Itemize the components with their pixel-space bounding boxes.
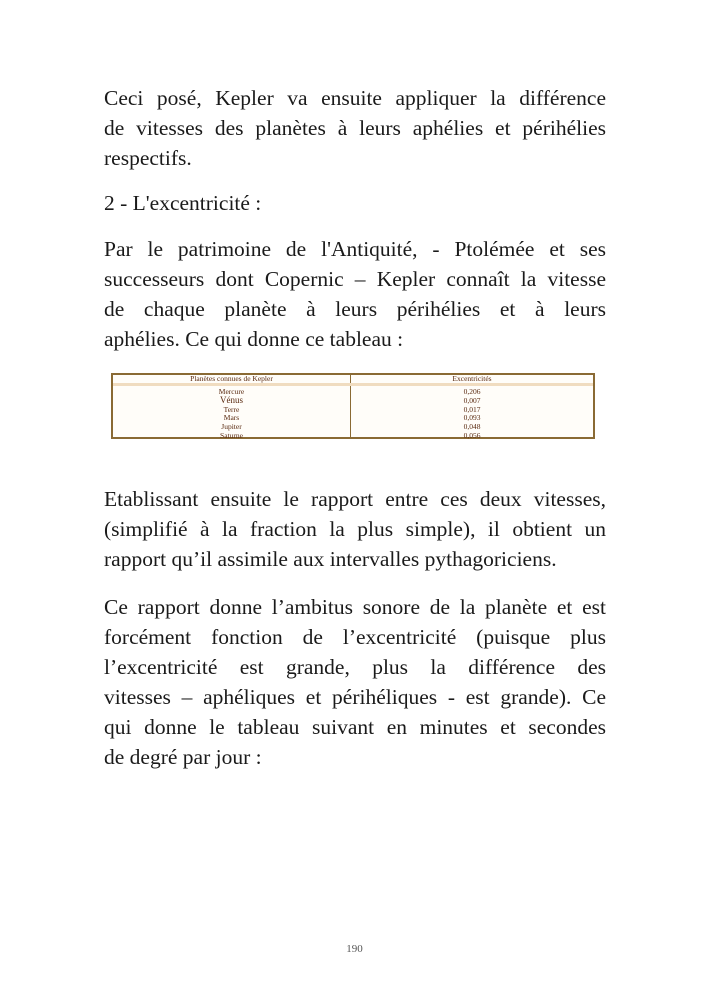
text-line: aphélies. Ce qui donne ce tableau : (104, 327, 404, 351)
eccentricity-value: 0,093 (463, 413, 481, 423)
eccentricity-column (351, 386, 593, 440)
text-line: successeurs dont Copernic – Kepler connaît la vitesse (104, 267, 606, 291)
heading-text: 2 - L'excentricité : (104, 191, 262, 215)
eccentricity-table (111, 373, 595, 439)
text-line: de chaque planète à leurs périhélies et à leurs (104, 297, 606, 321)
text-line: Ceci posé, Kepler va ensuite appliquer la différence (104, 86, 606, 110)
text-line: Etablissant ensuite le rapport entre ces deux vitesses, (104, 487, 606, 511)
eccentricity-value: 0,007 (463, 395, 481, 405)
text-line: Ce rapport donne l’ambitus sonore de la planète et est (104, 595, 606, 619)
planet-name: Saturne (220, 430, 243, 440)
text-line: de vitesses des planètes à leurs aphélies et périhélies (104, 116, 606, 140)
paragraph-3 (104, 484, 606, 574)
planet-name: Vénus (220, 394, 243, 405)
text-line: forcément fonction de l’excentricité (puisque plus (104, 625, 606, 649)
text-line: vitesses – aphéliques et périhéliques - est grande). Ce (104, 685, 606, 709)
table-body (113, 386, 593, 440)
text-line: l’excentricité est grande, plus la différence des (104, 655, 606, 679)
planet-name: Mercure (218, 387, 245, 396)
eccentricity-value: 0,048 (463, 422, 481, 432)
eccentricity-value: 0,017 (463, 404, 481, 414)
text-line: de degré par jour : (104, 745, 262, 769)
planet-name: Mars (223, 413, 240, 423)
section-heading (104, 188, 606, 218)
paragraph-1 (104, 83, 606, 173)
text-line: qui donne le tableau suivant en minutes et secondes (104, 715, 606, 739)
planet-column (113, 386, 351, 440)
paragraph-4 (104, 592, 606, 772)
planet-name: Terre (223, 404, 240, 414)
eccentricity-value: 0,206 (463, 387, 481, 396)
page-number: 190 (346, 943, 363, 955)
header-planets: Planètes connues de Kepler (113, 375, 351, 383)
text-line: respectifs. (104, 146, 192, 170)
table-header (113, 375, 593, 386)
paragraph-2 (104, 234, 606, 354)
planet-name: Jupiter (221, 422, 242, 432)
text-line: (simplifié à la fraction la plus simple), il obtient un (104, 517, 606, 541)
eccentricity-value: 0,056 (463, 430, 481, 440)
text-line: rapport qu’il assimile aux intervalles pythagoriciens. (104, 547, 557, 571)
header-eccentricities: Excentricités (452, 374, 492, 383)
text-line: Par le patrimoine de l'Antiquité, - Ptolémée et ses (104, 237, 606, 261)
